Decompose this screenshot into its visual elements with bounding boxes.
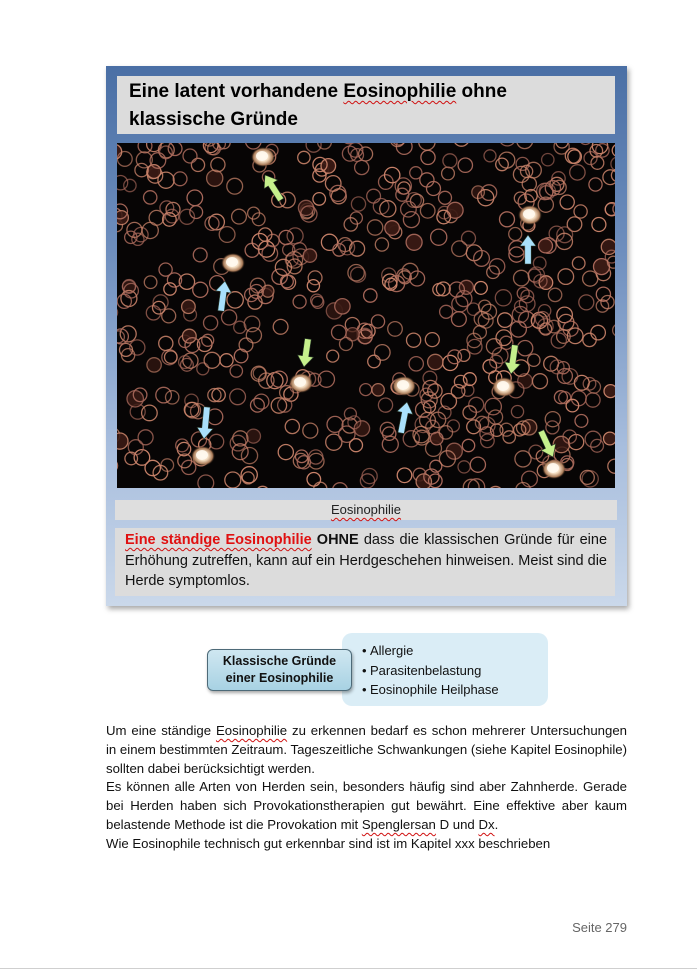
reasons-list [342, 633, 548, 706]
desc-highlight: Eine ständige Eosinophilie [125, 532, 312, 548]
page-number: Seite 279 [572, 920, 627, 935]
card-title: Eine latent vorhandene Eosinophilie ohne klassische Gründe [129, 81, 507, 130]
body-paragraph: Es können alle Arten von Herden sein, besonders häufig sind aber Zahnherde. Gerade bei Herden haben sich Provokationstherapien gut bewährt. Eine effektive aber kaum belastende Methode ist die Provokation mit Spenglersan D und Dx. [106, 779, 627, 832]
page-divider [0, 968, 697, 969]
image-caption: Eosinophilie [115, 500, 617, 520]
list-item: • Parasitenbelastung [370, 661, 548, 681]
card-description: Eine ständige Eosinophilie OHNE dass die klassischen Gründe für eine Erhöhung zutreffen, kann auf ein Herdgeschehen hinweisen. Meist sind die Herde symptomlos. [115, 528, 615, 596]
card-title-box [117, 76, 615, 134]
micrograph-image [117, 143, 615, 488]
title-term: Eosinophilie [343, 81, 457, 102]
body-text [106, 722, 627, 854]
body-paragraph: Um eine ständige Eosinophilie zu erkennen bedarf es schon mehrerer Untersuchungen in einem bestimmten Zeitraum. Tageszeitliche Schwankungen (siehe Kapitel Eosinophile) sollten dabei berücksichtigt werden. [106, 723, 627, 776]
info-card [106, 66, 627, 606]
body-paragraph: Wie Eosinophile technisch gut erkennbar sind ist im Kapitel xxx beschrieben [106, 835, 551, 851]
reasons-label: Klassische Gründe einer Eosinophilie [207, 649, 352, 691]
list-item: • Allergie [370, 641, 548, 661]
list-item: • Eosinophile Heilphase [370, 680, 548, 700]
reasons-diagram [205, 632, 550, 708]
